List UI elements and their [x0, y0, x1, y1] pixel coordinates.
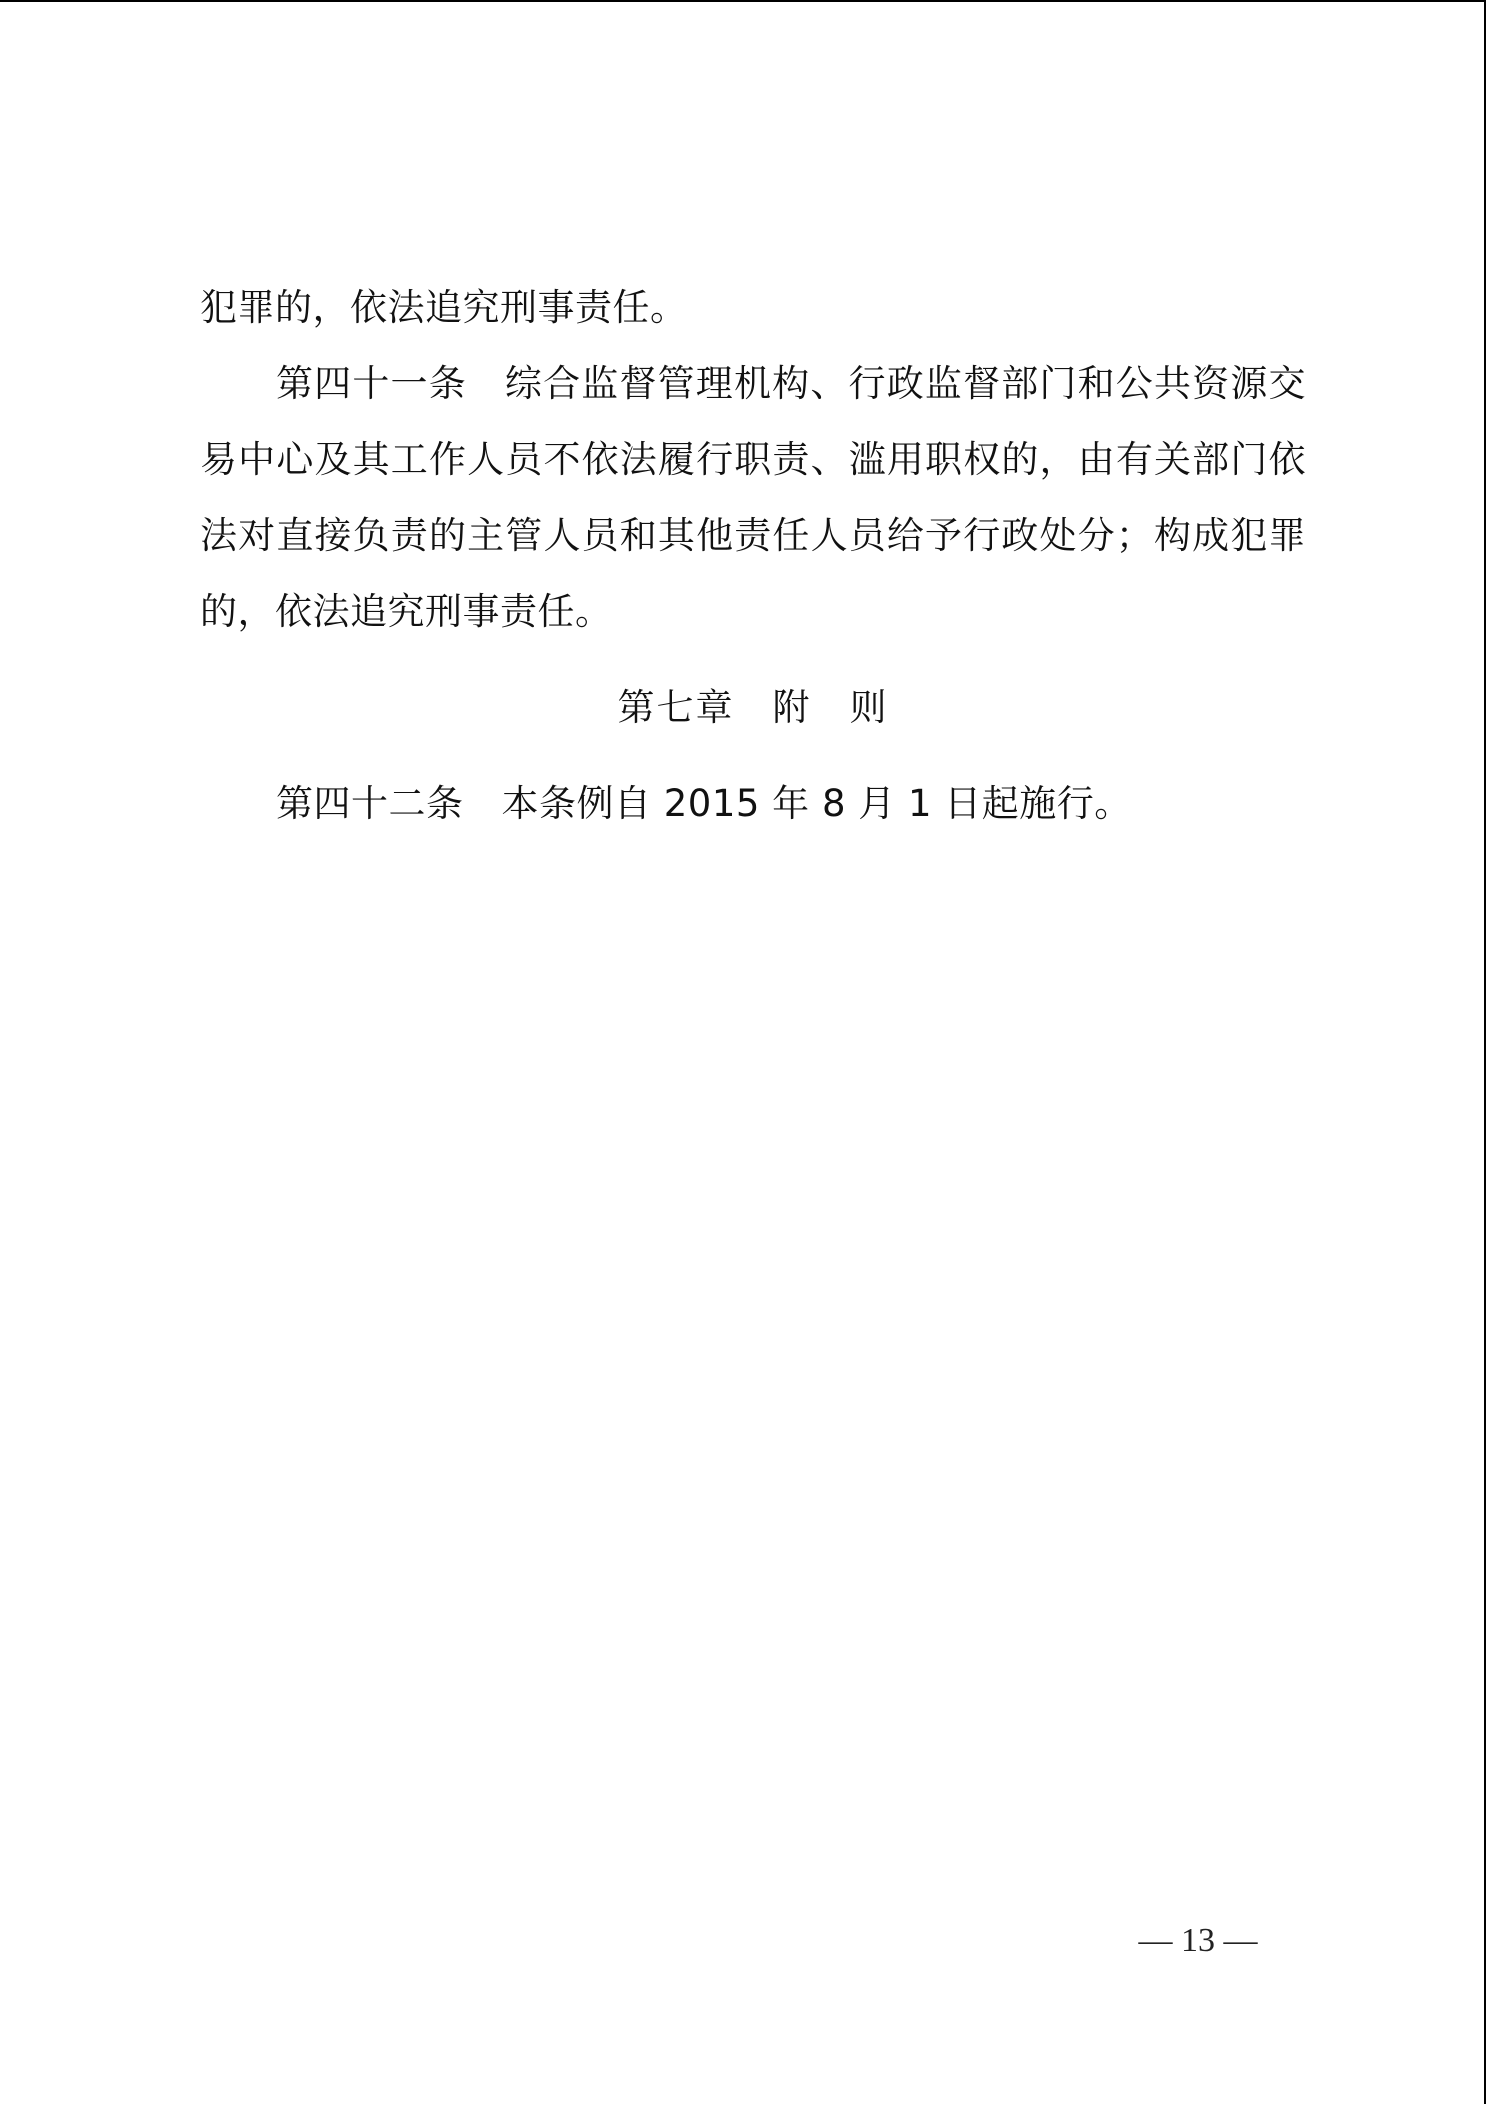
page-number: — 13 —	[1138, 1922, 1258, 1959]
paragraph-text: 犯罪的，依法追究刑事责任。	[200, 286, 688, 329]
document-body	[200, 270, 1306, 842]
chapter-heading	[200, 670, 1306, 746]
article-label: 第四十一条	[276, 362, 467, 405]
article-42	[200, 766, 1306, 842]
article-41	[200, 346, 1306, 650]
chapter-title-part1: 附	[772, 686, 812, 729]
paragraph-continuation	[200, 270, 1306, 346]
article-text: 本条例自 2015 年 8 月 1 日起施行。	[501, 782, 1132, 825]
chapter-title-part2: 则	[849, 686, 889, 729]
chapter-number: 第七章	[617, 686, 735, 729]
article-label: 第四十二条	[276, 782, 464, 825]
article-text: 综合监督管理机构、行政监督部门和公共资源交易中心及其工作人员不依法履行职责、滥用职权的，由有关部门依法对直接负责的主管人员和其他责任人员给予行政处分；构成犯罪的，依法追究刑事责任。	[200, 362, 1307, 633]
